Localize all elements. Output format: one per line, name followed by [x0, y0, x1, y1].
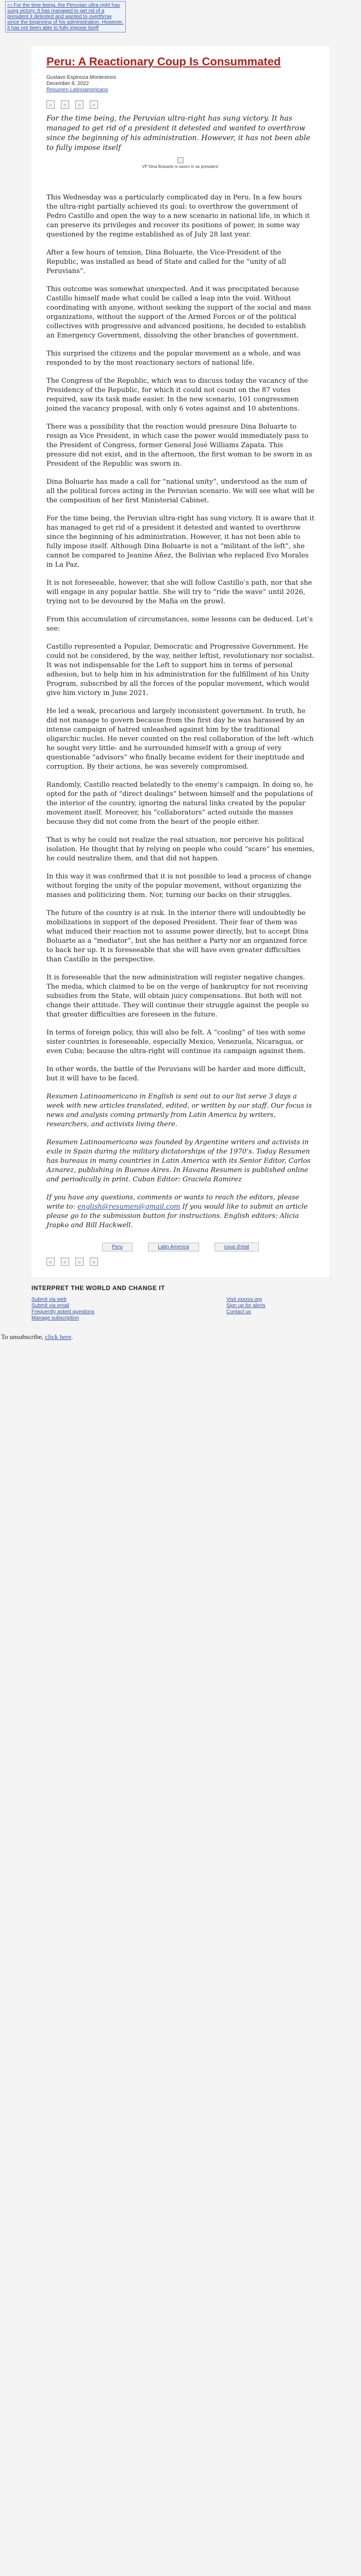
paragraph: For the time being, the Peruvian ultra-right has sung victory. It is aware that it has managed to get rid of a president it detested and wanted to overthrow since the beginning of his administration. However, it has not been able to fully impose itself. Although Dina Boluarte is not a “militant of the left”, she cannot be compared to Jeanine Áñez, the Bolivian who replaced Evo Morales in La Paz.: [46, 515, 315, 569]
visit-site-link[interactable]: Visit xxxxxx.org: [226, 1297, 262, 1302]
paragraph: This outcome was somewhat unexpected. And it was precipitated because Castillo himself made what could be called a leap into the void. Without coordinating with anyone, without seeking the support of the social and mass organizations, without the support of the Armed Forces or of the political collectives with progressive and advanced positions, he decided to establish an Emergency Government, dissolving the other branches of government.: [46, 285, 311, 340]
share-row-bottom: [46, 1258, 315, 1266]
article-author: Gustavo Espinoza Montesinos: [46, 75, 117, 80]
paragraph: The future of the country is at risk. In the interior there will undoubtedly be mobilizations in support of the deposed President. Their fear of them was what induced their reaction not to assume power directly, but to accept Dina Boluarte as a “mediator”, but she has neither a Party nor an organized force to back her up. It is foreseeable that she will have even greater difficulties than Castillo in the perspective.: [46, 909, 308, 963]
share-icon[interactable]: ▫: [75, 100, 84, 109]
paragraph: From this accumulation of circumstances, some lessons can be deduced. Let’s see:: [46, 616, 313, 633]
header-image-alt-link[interactable]: [5, 1, 126, 32]
paragraph: Dina Boluarte has made a call for “national unity”, understood as the sum of all the political forces acting in the Peruvian scenario. We will see what will be the composition of her first Ministerial Cabinet.: [46, 478, 315, 504]
article-card: [31, 46, 330, 1277]
paragraph: In this way it was confirmed that it is not possible to lead a process of change without forging the unity of the popular movement, without organizing the masses and politicizing them. Nor, turning our backs on their struggles.: [46, 873, 311, 899]
unsubscribe-link[interactable]: click here: [45, 1333, 72, 1341]
unsubscribe-suffix: .: [71, 1333, 73, 1341]
article-date: December 8, 2022: [46, 81, 89, 87]
paragraph: After a few hours of tension, Dina Boluarte, the Vice-President of the Republic, was installed as head of State and called for the “unity of all Peruvians”.: [46, 249, 286, 275]
footer: [31, 1284, 330, 1321]
paragraph: There was a possibility that the reaction would pressure Dina Boluarte to resign as Vice President, in which case the power would immediately pass to the President of Congress, former General José Williams Zapata. This pressure did not exist, and in the afternoon, the first woman to be sworn in as President of the Republic was sworn in.: [46, 423, 313, 468]
manage-subscription-link[interactable]: Manage subscription: [31, 1315, 79, 1321]
paragraph: In other words, the battle of the Peruvians will be harder and more difficult, but it will have to be faced.: [46, 1065, 306, 1082]
alerts-signup-link[interactable]: Sign up for alerts: [226, 1303, 266, 1309]
paragraph: In terms of foreign policy, this will also be felt. A “cooling” of ties with some sister countries is foreseeable, especially Mexico, Venezuela, Nicaragua, or even Cuba; because the ultra-right will continue its campaign against them.: [46, 1029, 306, 1055]
contact-link[interactable]: Contact us: [226, 1309, 251, 1315]
article-lede: For the time being, the Peruvian ultra-right has sung victory. It has managed to get rid of a president it detested and wanted to overthrow since the beginning of his administration. However, it has not been able to fully impose itself: [46, 114, 310, 152]
footer-links-right: [226, 1297, 330, 1321]
paragraph: Castillo represented a Popular, Democratic and Progressive Government. He could not be considered, by the way, neither leftist, revolutionary nor socialist. It was not indispensable for the Left to support him in terms of personal adhesion, but to help him in his administration for the fulfillment of his Unity Program, subscribed by all the forces of the popular movement, which would give him victory in June 2021.: [46, 643, 315, 697]
submit-email-link[interactable]: Submit via email: [31, 1303, 70, 1309]
image-placeholder-icon: [177, 157, 184, 163]
unsubscribe-line: [1, 1333, 361, 1348]
article-title[interactable]: Peru: A Reactionary Coup Is Consummated: [46, 55, 281, 68]
publisher-note: Resumen Latinoamericano was founded by Argentine writers and activists in exile in Spain during the military dictatorships of the 1970’s. Today Resumen has bureaus in many countries in Latin America with its Senior Editor, Carlos Aznarez, publishing in Buenos Aires. In Havana Resumen is published online and periodically in print. Cuban Editor: Graciela Ramirez: [46, 1139, 311, 1183]
paragraph: That is why he could not realize the real situation, nor perceive his political isolation. He thought that by relying on people who could “scare” his enemies, he could neutralize them, and that did not happen.: [46, 836, 315, 862]
share-icon[interactable]: ▫: [46, 100, 55, 109]
paragraph: It is foreseeable that the new administration will register negative changes. The media, which claimed to be on the verge of bankruptcy for not receiving subsidies from the State, will obtain juicy compensations. But both will not change their attitude. They will continue their struggle against the people so that greater difficulties are foreseen in the future.: [46, 974, 309, 1019]
tag-coup-detat[interactable]: coup d'etat: [215, 1243, 259, 1251]
share-icon[interactable]: ▫: [61, 100, 69, 109]
contact-note-text: If you would like to submit an article please go to the submission button for instructions. English editors: Alicia Jrapko and Bill Hackwell.: [46, 1203, 308, 1229]
unsubscribe-text: To unsubscribe,: [1, 1333, 45, 1341]
share-icon[interactable]: ▫: [46, 1258, 55, 1266]
share-icon[interactable]: ▫: [90, 100, 98, 109]
publisher-note: Resumen Latinoamericano in English is sent out to our list serve 3 days a week with new articles translated, edited, or written by our staff. Our focus is news and analysis coming primarily from Latin America by writers, researchers, and activists living there.: [46, 1093, 312, 1128]
share-row-top: [46, 100, 315, 109]
submit-web-link[interactable]: Submit via web: [31, 1297, 67, 1302]
article-meta: [46, 75, 315, 93]
figure-caption: VP Dina Boluarte is sworn in as president.: [142, 164, 219, 169]
header-image-placeholder-icon: ▭: [7, 3, 14, 8]
paragraph: This Wednesday was a particularly complicated day in Peru. In a few hours the ultra-right partially achieved its goal: to overthrow the government of Pedro Castillo and open the way to a new scenario in national life, in which it can preserve its privileges and recover its positions of power, in some way questioned by the regime established as of July 28 last year.: [46, 194, 310, 239]
editor-email-link[interactable]: english@resumen@gmail.com: [77, 1203, 180, 1211]
footer-title: INTERPRET THE WORLD AND CHANGE IT: [31, 1284, 165, 1292]
share-icon[interactable]: ▫: [75, 1258, 84, 1266]
tag-list: [46, 1243, 315, 1251]
source-link[interactable]: Resumen Latinoamericano: [46, 87, 108, 93]
share-icon[interactable]: ▫: [90, 1258, 98, 1266]
paragraph: Randomly, Castillo reacted belatedly to the enemy’s campaign. In doing so, he opted for the path of “direct dealings” between himself and the populations of the interior of the country, ignoring the natural links created by the popular movement itself. Moreover, his “collaborators” acted outside the masses because they did not come from the heart of the people either.: [46, 781, 313, 826]
paragraph: The Congress of the Republic, which was to discuss today the vacancy of the Presidency of the Republic, for which it could not count on the 87 votes required, saw its task made easier. In the new scenario, 101 congressmen joined the vacancy proposal, with only 6 votes against and 10 abstentions.: [46, 377, 308, 413]
paragraph: This surprised the citizens and the popular movement as a whole, and was responded to by the most reactionary sectors of national life.: [46, 350, 301, 367]
article-figure: [46, 157, 315, 170]
footer-links: [31, 1297, 330, 1321]
header-image-alt-text: For the time being, the Peruvian ultra-right has sung victory. It has managed to get rid of a president it detested and wanted to overthrow since the beginning of his administration. However, it has not been able to fully impose itself: [7, 3, 124, 31]
article-body: [46, 193, 315, 1230]
footer-links-left: [31, 1297, 94, 1321]
paragraph: It is not foreseeable, however, that she will follow Castillo’s path, nor that she will engage in any popular battle. She will try to “ride the wave” until 2026, trying not to be devoured by the Mafia on the prowl.: [46, 579, 313, 605]
tag-peru[interactable]: Peru: [102, 1243, 133, 1251]
contact-note: [46, 1193, 315, 1230]
faq-link[interactable]: Frequently asked questions: [31, 1309, 95, 1315]
tag-latin-america[interactable]: Latin America: [148, 1243, 199, 1251]
share-icon[interactable]: ▫: [61, 1258, 69, 1266]
contact-note-text: If you have any questions, comments or wants to reach the editors, please write to:: [46, 1194, 300, 1211]
paragraph: He led a weak, precarious and largely inconsistent government. In truth, he did not manage to govern because from the first day he was harassed by an intense campaign of hatred unleashed against him by the traditional oligarchic nuclei. He never counted on the real collaboration of the left -which he sought very little- and he surrounded himself with a group of very questionable “advisors” who finally became evident for their ineptitude and corruption. By their actions, he was severely compromised.: [46, 707, 314, 771]
